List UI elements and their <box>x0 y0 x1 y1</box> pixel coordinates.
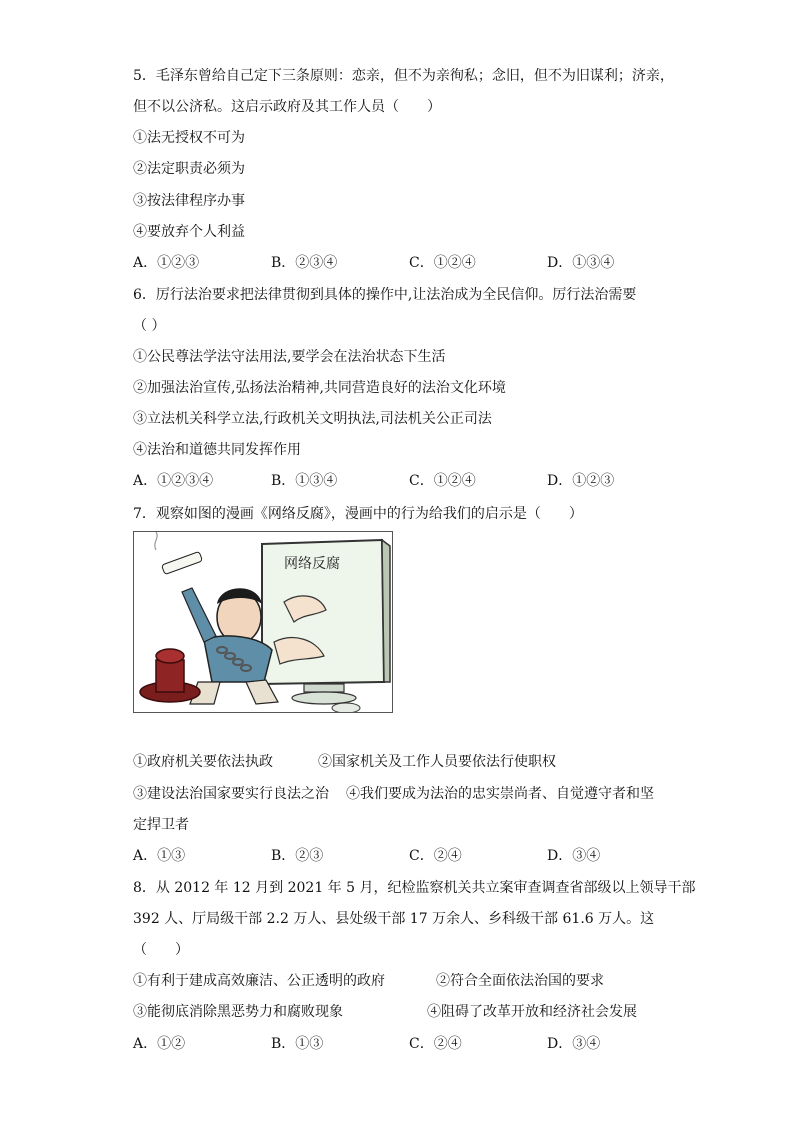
q7-stem-line1: 7．观察如图的漫画《网络反腐》，漫画中的行为给我们的启示是（ ） <box>133 506 583 522</box>
q7-items-row1b: ②国家机关及工作人员要依法行使职权 <box>318 754 556 770</box>
q5-option-c[interactable]: C．①②④ <box>409 255 476 271</box>
q7-option-d[interactable]: D．③④ <box>547 848 601 864</box>
q6-option-b[interactable]: B．①③④ <box>271 473 338 489</box>
q8-items-row2b: ④阻碍了改革开放和经济社会发展 <box>427 1004 637 1020</box>
q5-item-3: ③按法律程序办事 <box>133 193 245 209</box>
q7-items-row2b: ④我们要成为法治的忠实崇尚者、自觉遵守者和坚 <box>346 786 654 802</box>
q8-option-a[interactable]: A．①② <box>133 1036 186 1052</box>
q6-item-4: ④法治和道德共同发挥作用 <box>133 442 301 458</box>
monitor-base <box>292 692 356 704</box>
q5-stem-line1: 5．毛泽东曾给自己定下三条原则：恋亲，但不为亲徇私；念旧，但不为旧谋利；济亲， <box>133 68 674 84</box>
q7-option-b[interactable]: B．②③ <box>271 848 324 864</box>
q7-items-row3: 定捍卫者 <box>133 817 189 833</box>
q7-option-a[interactable]: A．①③ <box>133 848 186 864</box>
q5-option-a[interactable]: A．①②③ <box>133 255 200 271</box>
q7-option-c[interactable]: C．②④ <box>409 848 462 864</box>
official-arm <box>182 588 216 642</box>
q8-items-row1b: ②符合全面依法治国的要求 <box>436 973 604 989</box>
q8-stem-line1: 8．从 2012 年 12 月到 2021 年 5 月，纪检监察机关共立案审查调查省部级以上领导干部 <box>133 880 696 896</box>
cartoon-drawing <box>134 532 392 712</box>
q5-stem-line2: 但不以公济私。这启示政府及其工作人员（ ） <box>133 99 441 115</box>
q6-option-d[interactable]: D．①②③ <box>547 473 615 489</box>
q8-option-c[interactable]: C．②④ <box>409 1036 462 1052</box>
seal-top <box>156 649 184 663</box>
q8-stem-line2: 392 人、厅局级干部 2.2 万人、县处级干部 17 万余人、乡科级干部 61.6 万人。这 <box>133 911 655 927</box>
q6-item-1: ①公民尊法学法守法用法,要学会在法治状态下生活 <box>133 349 446 365</box>
cartoon-image <box>133 531 393 713</box>
q8-option-d[interactable]: D．③④ <box>547 1036 601 1052</box>
q8-option-b[interactable]: B．①③ <box>271 1036 324 1052</box>
q6-item-2: ②加强法治宣传,弘扬法治精神,共同营造良好的法治文化环境 <box>133 380 506 396</box>
q7-items-row2a: ③建设法治国家要实行良法之治 <box>133 786 329 802</box>
q5-item-2: ②法定职责必须为 <box>133 161 245 177</box>
q5-option-d[interactable]: D．①③④ <box>547 255 615 271</box>
q6-item-3: ③立法机关科学立法,行政机关文明执法,司法机关公正司法 <box>133 411 492 427</box>
q6-option-a[interactable]: A．①②③④ <box>133 473 214 489</box>
q7-items-row1a: ①政府机关要依法执政 <box>133 754 273 770</box>
mouse <box>332 703 360 712</box>
q5-option-b[interactable]: B．②③④ <box>271 255 338 271</box>
monitor-stand <box>304 684 344 692</box>
q6-stem-line1: 6．厉行法治要求把法律贯彻到具体的操作中,让法治成为全民信仰。厉行法治需要 <box>133 287 637 303</box>
q8-items-row1a: ①有利于建成高效廉洁、公正透明的政府 <box>133 973 385 989</box>
q5-item-1: ①法无授权不可为 <box>133 130 245 146</box>
q6-stem-line2: （ ） <box>133 318 166 334</box>
q8-items-row2a: ③能彻底消除黑恶势力和腐败现象 <box>133 1004 343 1020</box>
q8-stem-line3: （ ） <box>133 942 189 958</box>
q6-option-c[interactable]: C．①②④ <box>409 473 476 489</box>
monitor-side <box>382 540 390 682</box>
cartoon-title: 网络反腐 <box>284 556 340 572</box>
cigarette <box>161 551 202 574</box>
smoke <box>155 532 157 550</box>
q5-item-4: ④要放弃个人利益 <box>133 224 245 240</box>
seal-body <box>156 660 184 692</box>
